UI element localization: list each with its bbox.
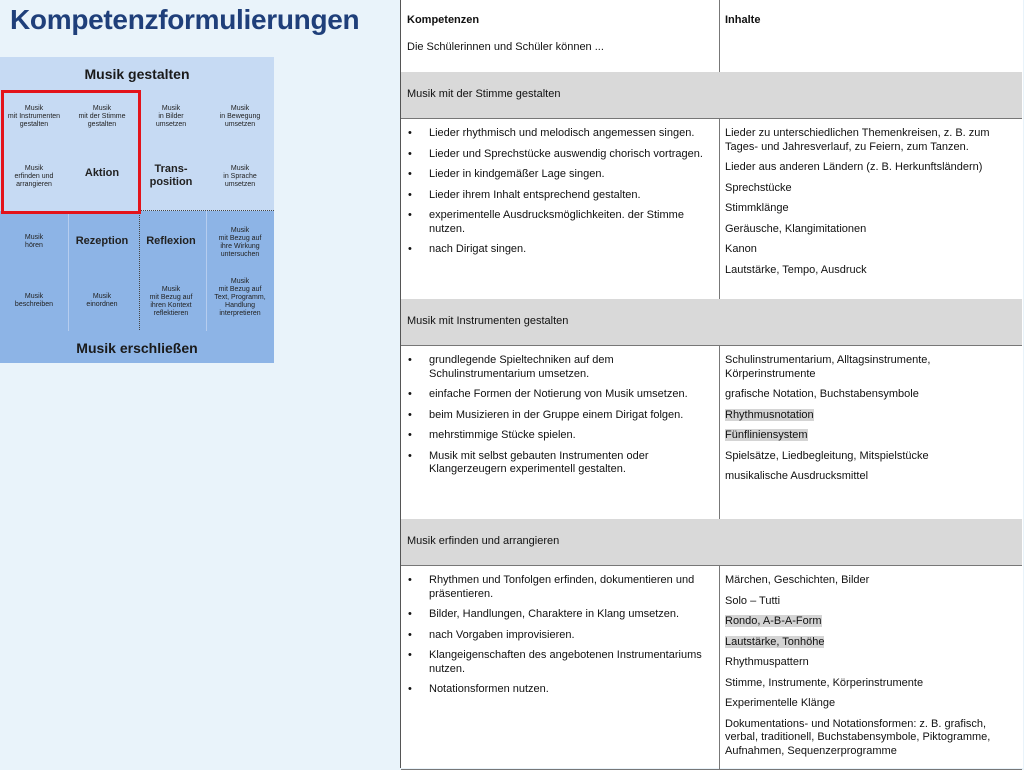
competence-item: • mehrstimmige Stücke spielen. — [405, 429, 715, 443]
grid-cell: Rezeption — [75, 235, 129, 247]
header-competences-title: Kompetenzen — [407, 14, 480, 26]
competence-item: • Lieder ihrem Inhalt entsprechend gestalten. — [405, 189, 715, 203]
content-item-text: musikalische Ausdrucksmittel — [725, 470, 869, 482]
slide-title: Kompetenzformulierungen — [10, 4, 360, 35]
grid-cell: Musik mit Bezug auf ihre Wirkung untersuchen — [218, 227, 262, 258]
section-label: Musik erfinden und arrangieren — [407, 535, 560, 547]
content-item — [725, 595, 1020, 609]
content-item — [725, 697, 1020, 711]
competence-item: • grundlegende Spieltechniken auf dem Schulinstrumentarium umsetzen. — [405, 354, 715, 381]
table-header-row — [401, 0, 1022, 73]
grid-cell: Musik in Bewegung umsetzen — [219, 105, 261, 128]
content-item-text: Rhythmusnotation — [725, 408, 814, 421]
section-label-row — [401, 299, 1022, 346]
content-item — [725, 161, 1020, 175]
content-item — [725, 388, 1020, 402]
contents-cell — [720, 119, 1022, 300]
grid-header-musik-gestalten: Musik gestalten — [84, 66, 190, 82]
grid-cell: Musik mit Instrumenten gestalten — [7, 105, 61, 128]
section-body-row — [401, 346, 1022, 521]
competence-item: • Musik mit selbst gebauten Instrumenten oder Klangerzeugern experimentell gestalten. — [405, 450, 715, 477]
contents-list — [725, 574, 1020, 765]
content-item-text: Solo – Tutti — [725, 594, 781, 607]
section-label: Musik mit der Stimme gestalten — [407, 88, 561, 100]
content-item-text: Experimentelle Klänge — [725, 697, 836, 709]
content-item — [725, 243, 1020, 257]
content-item — [725, 656, 1020, 670]
competences-list — [405, 574, 715, 704]
contents-cell — [720, 566, 1022, 769]
competence-item: • nach Vorgaben improvisieren. — [405, 629, 715, 643]
header-competences-subtitle: Die Schülerinnen und Schüler können ... — [407, 41, 604, 53]
content-item-text: Dokumentations- und Notationsformen: z. B. grafisch, verbal, traditionell, Buchstabensymbole, Piktogramme, Aufnahmen, Sequenzerprogramme — [725, 717, 991, 757]
contents-list — [725, 127, 1020, 284]
content-item — [725, 354, 1020, 381]
content-item — [725, 202, 1020, 216]
content-item-text: Rhythmuspattern — [725, 656, 809, 668]
content-item-text: Stimmklänge — [725, 202, 789, 214]
grid-cell: Musik einordnen — [86, 293, 118, 308]
content-item-text: Geräusche, Klangimitationen — [725, 222, 867, 235]
contents-cell — [720, 346, 1022, 520]
content-item — [725, 636, 1020, 650]
competence-item: • nach Dirigat singen. — [405, 243, 715, 257]
grid-cell: Musik mit Bezug auf Text, Programm, Handlung interpretieren — [214, 278, 266, 317]
content-item-text: Lautstärke, Tempo, Ausdruck — [725, 263, 867, 276]
content-item-text: Stimme, Instrumente, Körperinstrumente — [725, 676, 924, 689]
competences-list — [405, 127, 715, 264]
content-item-text: Spielsätze, Liedbegleitung, Mitspielstücke — [725, 449, 929, 462]
content-item-text: grafische Notation, Buchstabensymbole — [725, 388, 919, 400]
content-item — [725, 677, 1020, 691]
header-contents-title: Inhalte — [725, 14, 761, 26]
content-item — [725, 409, 1020, 423]
grid-cell: Musik in Sprache umsetzen — [223, 165, 257, 188]
content-item — [725, 429, 1020, 443]
competence-item: • Bilder, Handlungen, Charaktere in Klang umsetzen. — [405, 608, 715, 622]
competence-item: • Lieder und Sprechstücke auswendig chorisch vortragen. — [405, 148, 715, 162]
competences-cell — [401, 119, 720, 300]
section-label-row — [401, 519, 1022, 566]
competences-cell — [401, 346, 720, 520]
content-item — [725, 127, 1020, 154]
competence-item: • Lieder in kindgemäßer Lage singen. — [405, 168, 715, 182]
grid-cell: Musik mit Bezug auf ihren Kontext reflektieren — [149, 286, 193, 317]
header-competences-cell — [401, 0, 720, 72]
grid-cell: Musik beschreiben — [14, 293, 54, 308]
content-item-text: Schulinstrumentarium, Alltagsinstrumente, Körperinstrumente — [725, 354, 931, 380]
grid-cell: Reflexion — [146, 235, 196, 247]
grid-cell: Musik mit der Stimme gestalten — [78, 105, 126, 128]
grid-cell: Musik hören — [24, 234, 44, 249]
competence-table — [400, 0, 1023, 768]
section-body-row — [401, 119, 1022, 301]
competences-cell — [401, 566, 720, 769]
content-item — [725, 223, 1020, 237]
grid-cell: Aktion — [84, 167, 120, 179]
content-item — [725, 615, 1020, 629]
content-item-text: Lautstärke, Tonhöhe — [725, 635, 825, 648]
content-item-text: Sprechstücke — [725, 181, 792, 194]
grid-cell: Musik erfinden und arrangieren — [14, 165, 54, 188]
competence-item: • Klangeigenschaften des angebotenen Instrumentariums nutzen. — [405, 649, 715, 676]
competence-item: • Notationsformen nutzen. — [405, 683, 715, 697]
content-item-text: Rondo, A-B-A-Form — [725, 615, 822, 627]
content-item-text: Lieder aus anderen Ländern (z. B. Herkunftsländern) — [725, 161, 983, 173]
grid-dotted-divider-horizontal — [140, 210, 274, 211]
content-item — [725, 450, 1020, 464]
competences-list — [405, 354, 715, 484]
section-label-row — [401, 72, 1022, 119]
content-item-text: Fünfliniensystem — [725, 429, 808, 441]
grid-header-musik-erschliessen: Musik erschließen — [76, 340, 198, 356]
content-item-text: Kanon — [725, 243, 757, 255]
competence-item: • Rhythmen und Tonfolgen erfinden, dokumentieren und präsentieren. — [405, 574, 715, 601]
content-item-text: Märchen, Geschichten, Bilder — [725, 574, 870, 586]
content-item — [725, 182, 1020, 196]
competence-item: • experimentelle Ausdrucksmöglichkeiten. der Stimme nutzen. — [405, 209, 715, 236]
content-item-text: Lieder zu unterschiedlichen Themenkreisen, z. B. zum Tages- und Jahresverlauf, zu Feiern, zum Tanzen. — [725, 127, 990, 153]
content-item — [725, 718, 1020, 759]
competence-item: • beim Musizieren in der Gruppe einem Dirigat folgen. — [405, 409, 715, 423]
header-contents-cell — [720, 0, 1022, 72]
grid-divider — [68, 211, 69, 331]
competence-item: • Lieder rhythmisch und melodisch angemessen singen. — [405, 127, 715, 141]
grid-cell: Trans- position — [149, 163, 193, 188]
highlight-frame — [1, 90, 141, 214]
section-body-row — [401, 566, 1022, 770]
content-item — [725, 470, 1020, 484]
competence-item: • einfache Formen der Notierung von Musik umsetzen. — [405, 388, 715, 402]
contents-list — [725, 354, 1020, 491]
content-item — [725, 264, 1020, 278]
content-item — [725, 574, 1020, 588]
grid-cell: Musik in Bilder umsetzen — [155, 105, 187, 128]
section-label: Musik mit Instrumenten gestalten — [407, 315, 569, 327]
